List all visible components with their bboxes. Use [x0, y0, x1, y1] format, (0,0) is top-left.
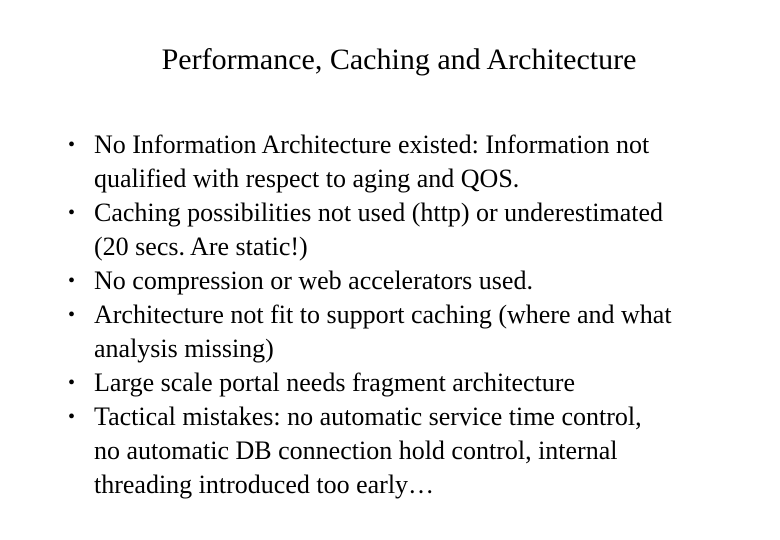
bullet-text-line: No compression or web accelerators used.	[94, 266, 533, 295]
bullet-item	[64, 196, 744, 264]
bullet-text-line: analysis missing)	[94, 334, 274, 363]
bullet-item	[64, 400, 744, 502]
bullet-text-line: No Information Architecture existed: Information not	[94, 130, 650, 159]
slide-title: Performance, Caching and Architecture	[161, 43, 637, 76]
bullet-dot-icon: •	[68, 270, 76, 292]
bullet-text-line: no automatic DB connection hold control, internal	[94, 436, 618, 465]
bullet-item	[64, 264, 744, 298]
bullet-text-line: threading introduced too early…	[94, 470, 435, 499]
bullet-text-line: Large scale portal needs fragment architecture	[94, 368, 575, 397]
bullet-text-line: Architecture not fit to support caching (where and what	[94, 300, 672, 329]
bullet-list	[64, 128, 744, 502]
bullet-text-line: Tactical mistakes: no automatic service time control,	[94, 402, 642, 431]
bullet-item	[64, 298, 744, 366]
bullet-dot-icon: •	[68, 406, 76, 428]
bullet-text-line: qualified with respect to aging and QOS.	[94, 164, 520, 193]
bullet-text-line: (20 secs. Are static!)	[94, 232, 308, 261]
bullet-dot-icon: •	[68, 134, 76, 156]
bullet-dot-icon: •	[68, 304, 76, 326]
bullet-item	[64, 366, 744, 400]
bullet-text-line: Caching possibilities not used (http) or underestimated	[94, 198, 664, 227]
bullet-dot-icon: •	[68, 372, 76, 394]
bullet-dot-icon: •	[68, 202, 76, 224]
bullet-item	[64, 128, 744, 196]
